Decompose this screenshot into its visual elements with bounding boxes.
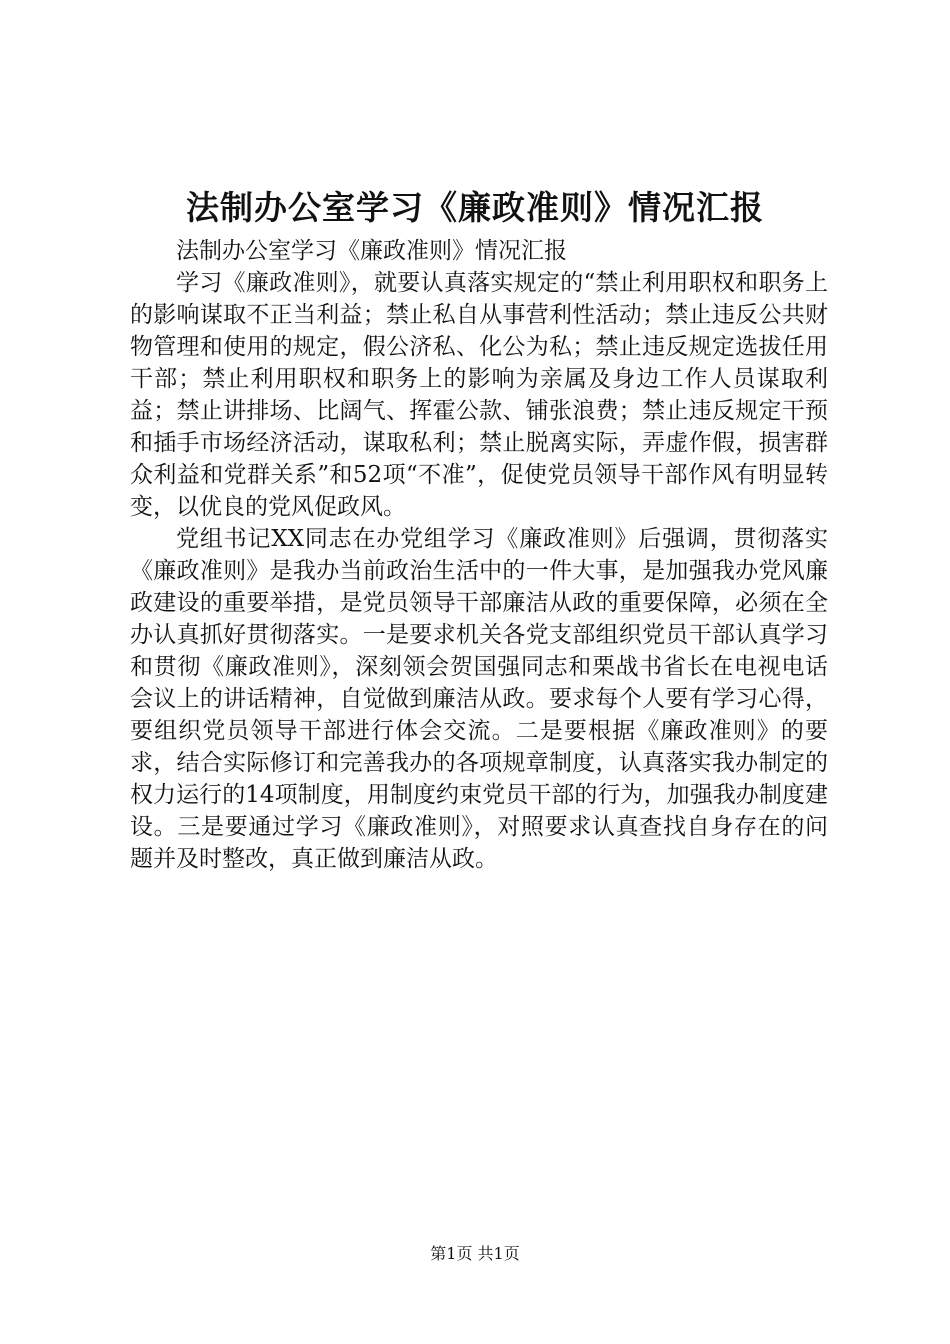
document-body xyxy=(130,235,828,875)
document-subtitle: 法制办公室学习《廉政准则》情况汇报 xyxy=(176,238,567,264)
paragraph-2: 党组书记XX同志在办党组学习《廉政准则》后强调，贯彻落实《廉政准则》是我办当前政治生活中的一件大事，是加强我办党风廉政建设的重要举措，是党员领导干部廉洁从政的重要保障，必须在全办认真抓好贯彻落实。一是要求机关各党支部组织党员干部认真学习和贯彻《廉政准则》，深刻领会贺国强同志和栗战书省长在电视电话会议上的讲话精神，自觉做到廉洁从政。要求每个人要有学习心得，要组织党员领导干部进行体会交流。二是要根据《廉政准则》的要求，结合实际修订和完善我办的各项规章制度，认真落实我办制定的权力运行的14项制度，用制度约束党员干部的行为，加强我办制度建设。三是要通过学习《廉政准则》，对照要求认真查找自身存在的问题并及时整改，真正做到廉洁从政。 xyxy=(130,526,828,872)
page-footer: 第1页 共1页 xyxy=(430,1244,520,1263)
document-title: 法制办公室学习《廉政准则》情况汇报 xyxy=(186,188,764,227)
paragraph-1: 学习《廉政准则》，就要认真落实规定的“禁止利用职权和职务上的影响谋取不正当利益；禁止私自从事营利性活动；禁止违反公共财物管理和使用的规定，假公济私、化公为私；禁止违反规定选拔任用干部；禁止利用职权和职务上的影响为亲属及身边工作人员谋取利益；禁止讲排场、比阔气、挥霍公款、铺张浪费；禁止违反规定干预和插手市场经济活动，谋取私利；禁止脱离实际，弄虚作假，损害群众利益和党群关系”和52项“不准”，促使党员领导干部作风有明显转变，以优良的党风促政风。 xyxy=(130,270,828,520)
